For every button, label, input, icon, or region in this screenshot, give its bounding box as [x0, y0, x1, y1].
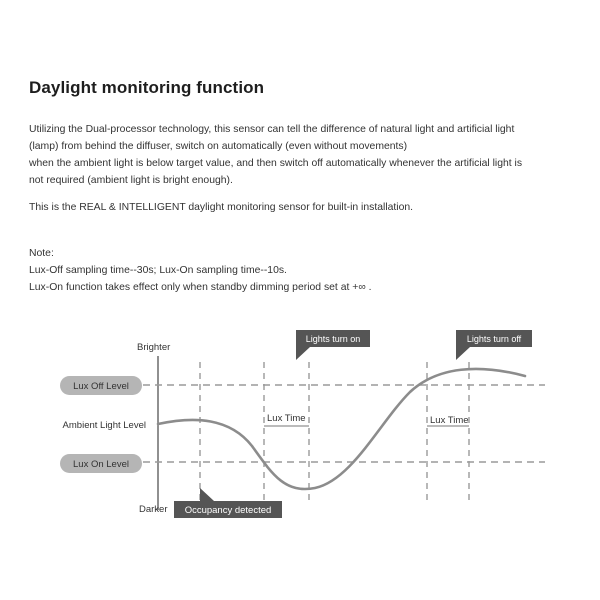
lights-off-callout-pointer: [456, 347, 470, 360]
lights-on-callout-label: Lights turn on: [305, 334, 361, 344]
axis-bottom-label: Darker: [139, 504, 168, 515]
axis-top-label: Brighter: [137, 342, 171, 353]
intro-line-3: when the ambient light is below target value, and then switch off automatically whenever the artificial light is: [29, 158, 523, 169]
lights-on-callout-pointer: [296, 347, 310, 360]
note-line-1: Lux-Off sampling time--30s; Lux-On sampling time--10s.: [29, 265, 287, 276]
occupancy-callout-pointer: [200, 488, 214, 501]
lux-time-1-label: Lux Time: [267, 413, 306, 424]
ambient-light-curve: [158, 369, 525, 489]
page-title: Daylight monitoring function: [29, 78, 265, 97]
ambient-light-label: Ambient Light Level: [62, 420, 146, 431]
lights-off-callout-label: Lights turn off: [466, 334, 522, 344]
intro-line-1: Utilizing the Dual-processor technology, this sensor can tell the difference of natural light and artificial light: [29, 124, 515, 135]
lux-on-level-label: Lux On Level: [73, 459, 129, 470]
lux-off-level-label: Lux Off Level: [73, 381, 129, 392]
occupancy-callout-label: Occupancy detected: [184, 505, 272, 516]
intro-line-2: (lamp) from behind the diffuser, switch on automatically (even without movements): [29, 141, 408, 152]
statement-paragraph: This is the REAL & INTELLIGENT daylight monitoring sensor for built-in installation.: [29, 202, 414, 213]
lux-time-2-label: Lux Time: [430, 415, 469, 426]
note-line-2: Lux-On function takes effect only when standby dimming period set at +∞ .: [29, 282, 372, 293]
intro-line-4: not required (ambient light is bright enough).: [29, 175, 233, 186]
note-heading: Note:: [29, 248, 54, 259]
